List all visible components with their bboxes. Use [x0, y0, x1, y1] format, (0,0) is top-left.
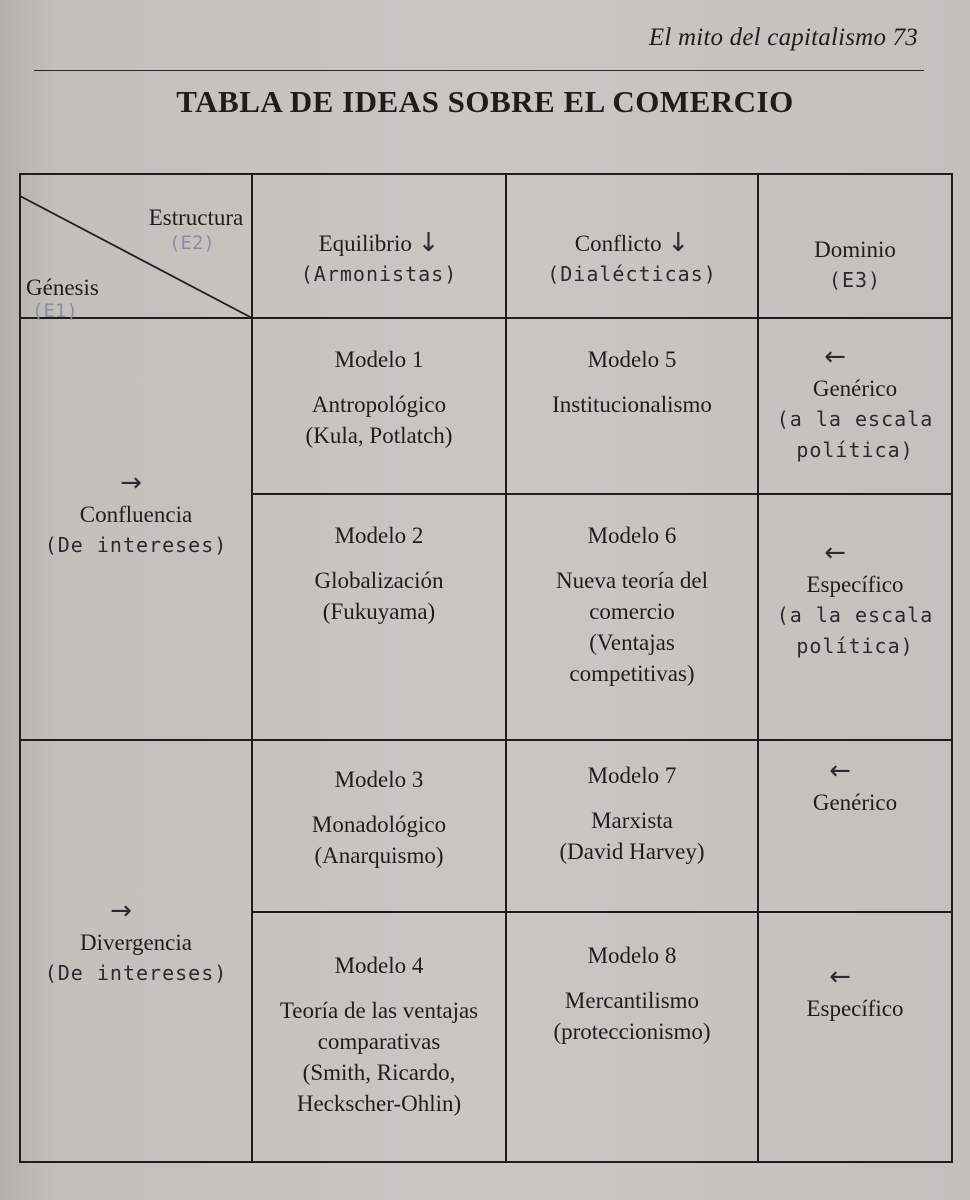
model-description [254, 809, 504, 871]
header-rule [34, 70, 924, 71]
left-arrow-icon: ← [829, 962, 851, 992]
model-line: (Kula, Potlatch) [305, 423, 453, 448]
right-arrow-icon: → [120, 468, 142, 498]
corner-genesis-note: (E1) [32, 300, 78, 322]
column-header-conflicto [508, 228, 756, 290]
model-description [254, 565, 504, 627]
handwritten-note: (Dialécticas) [547, 262, 717, 286]
dominio-cell-4 [760, 962, 950, 1024]
dominio-cell-2 [760, 538, 950, 662]
model-line: Mercantilismo [564, 988, 700, 1013]
model-line: comercio [589, 599, 675, 624]
column-header-dominio [760, 234, 950, 296]
handwritten-note: (E3) [828, 268, 882, 292]
model-cell-1 [254, 344, 504, 451]
dominio-label: Específico [806, 572, 904, 597]
dominio-label: Específico [806, 996, 904, 1021]
model-name: Modelo 8 [587, 943, 677, 968]
model-cell-8 [508, 940, 756, 1047]
row-header-confluencia [22, 468, 250, 561]
model-line: Teoría de las ventajas [279, 998, 479, 1023]
model-line: (Smith, Ricardo, [302, 1060, 456, 1085]
row-label: Divergencia [80, 930, 192, 955]
handwritten-note: política) [796, 634, 914, 658]
column-label: Conflicto [574, 231, 662, 256]
model-name: Modelo 7 [587, 763, 677, 788]
left-arrow-icon: ← [829, 756, 851, 786]
row-header-divergencia [22, 896, 250, 989]
model-line: comparativas [317, 1029, 441, 1054]
left-arrow-icon: ← [824, 342, 846, 372]
model-line: (Ventajas [589, 630, 675, 655]
model-cell-5 [508, 344, 756, 420]
corner-genesis-label: Génesis [26, 275, 99, 300]
model-name: Modelo 6 [587, 523, 677, 548]
corner-structure-note: (E2) [169, 232, 215, 254]
handwritten-note: (De intereses) [44, 961, 228, 985]
model-line: Nueva teoría del [556, 568, 708, 593]
model-line: (proteccionismo) [553, 1019, 711, 1044]
model-line: Institucionalismo [552, 392, 712, 417]
handwritten-note: (a la escala [776, 407, 934, 431]
model-name: Modelo 4 [334, 953, 424, 978]
column-label: Dominio [814, 237, 896, 262]
model-cell-2 [254, 520, 504, 627]
handwritten-note: (a la escala [776, 603, 934, 627]
column-label: Equilibrio [318, 231, 412, 256]
model-name: Modelo 5 [587, 347, 677, 372]
down-arrow-icon: ↓ [417, 228, 440, 258]
model-description [508, 805, 756, 867]
model-line: Monadológico [311, 812, 447, 837]
model-line: competitivas) [569, 661, 695, 686]
column-header-equilibrio [254, 228, 504, 290]
model-description [254, 389, 504, 451]
model-description [508, 565, 756, 689]
ideas-table [18, 172, 954, 1164]
left-arrow-icon: ← [824, 538, 846, 568]
dominio-label: Genérico [812, 790, 898, 815]
model-name: Modelo 2 [334, 523, 424, 548]
right-arrow-icon: → [110, 896, 132, 926]
model-line: Antropológico [311, 392, 447, 417]
model-cell-3 [254, 764, 504, 871]
model-line: Heckscher-Ohlin) [296, 1091, 462, 1116]
model-line: (Anarquismo) [314, 843, 444, 868]
corner-structure-label: Estructura [148, 205, 244, 230]
model-line: Globalización [314, 568, 444, 593]
model-line: (David Harvey) [559, 839, 705, 864]
dominio-cell-1 [760, 342, 950, 466]
page-title: TABLA DE IDEAS SOBRE EL COMERCIO [176, 84, 794, 119]
row-label: Confluencia [79, 502, 193, 527]
dominio-label: Genérico [812, 376, 898, 401]
model-description [254, 995, 504, 1119]
dominio-cell-3 [760, 756, 950, 818]
handwritten-note: (Armonistas) [300, 262, 458, 286]
running-head: El mito del capitalismo 73 [648, 24, 918, 51]
model-line: (Fukuyama) [322, 599, 436, 624]
model-cell-6 [508, 520, 756, 689]
model-description [508, 985, 756, 1047]
model-name: Modelo 3 [334, 767, 424, 792]
model-description [508, 389, 756, 420]
handwritten-note: (De intereses) [44, 533, 228, 557]
model-cell-4 [254, 950, 504, 1119]
model-line: Marxista [591, 808, 673, 833]
model-cell-7 [508, 760, 756, 867]
handwritten-note: política) [796, 438, 914, 462]
model-name: Modelo 1 [334, 347, 424, 372]
down-arrow-icon: ↓ [667, 228, 690, 258]
